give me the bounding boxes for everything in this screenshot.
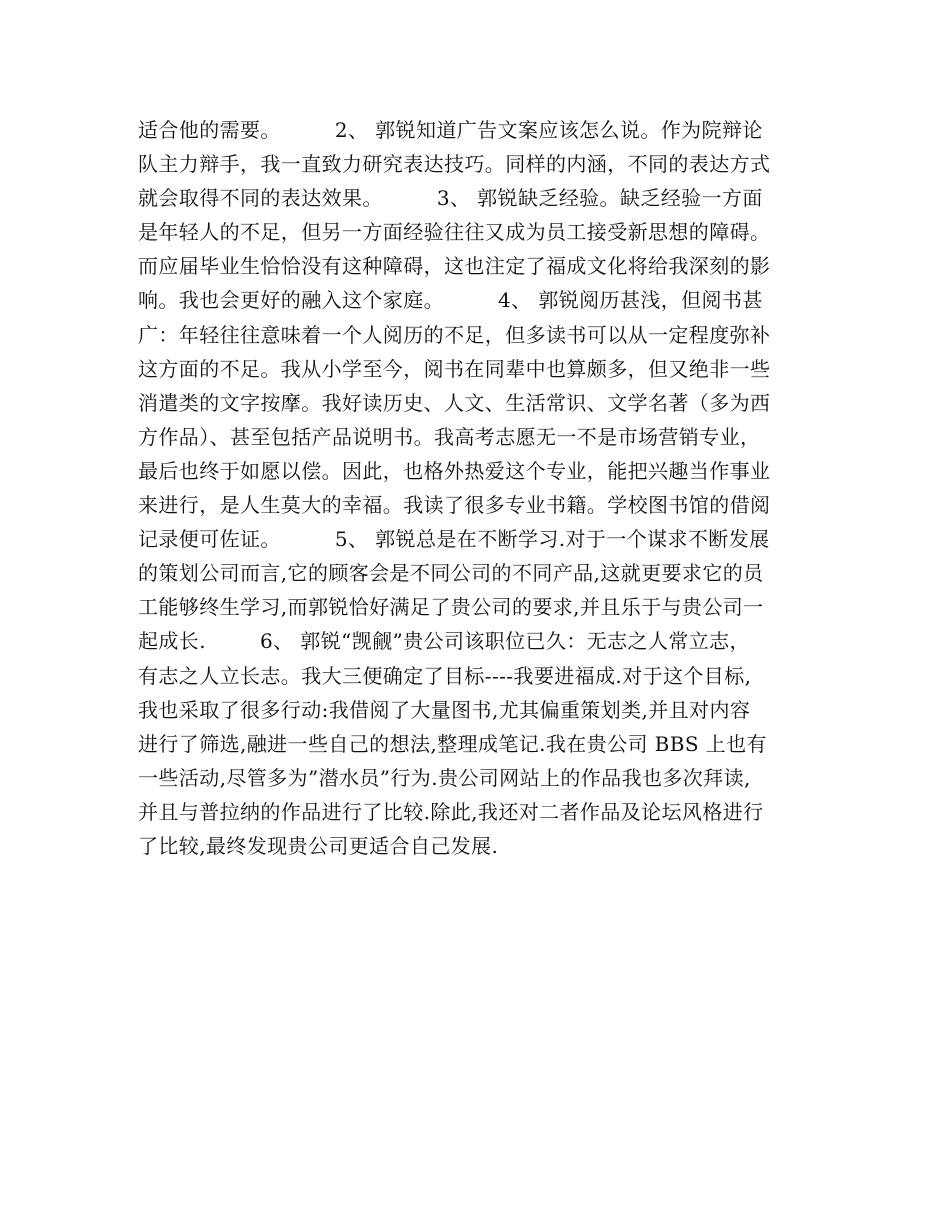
body-text: [138, 113, 818, 863]
text-line: 是年轻人的不足，但另一方面经验往往又成为员工接受新思想的障碍。: [138, 220, 771, 245]
text-line: 工能够终生学习,而郭锐恰好满足了贵公司的要求,并且乐于与贵公司一: [138, 595, 764, 620]
text-line: 广：年轻往往意味着一个人阅历的不足，但多读书可以从一定程度弥补: [138, 322, 771, 347]
text-line: 一些活动,尽管多为”潜水员”行为.贵公司网站上的作品我也多次拜读,: [138, 765, 751, 790]
text-line: 响。我也会更好的融入这个家庭。 4、 郭锐阅历甚浅，但阅书甚: [138, 288, 763, 313]
text-line: 记录便可佐证。 5、 郭锐总是在不断学习.对于一个谋求不断发展: [138, 527, 770, 552]
text-line: 有志之人立长志。我大三便确定了目标----我要进福成.对于这个目标,: [138, 663, 752, 688]
text-line: 我也采取了很多行动:我借阅了大量图书,尤其偏重策划类,并且对内容: [138, 697, 751, 722]
text-line: 起成长. 6、 郭锐“觊觎”贵公司该职位已久：无志之人常立志，: [138, 629, 750, 654]
text-line: 方作品）、甚至包括产品说明书。我高考志愿无一不是市场营销专业，: [138, 424, 761, 449]
text-line: 来进行，是人生莫大的幸福。我读了很多专业书籍。学校图书馆的借阅: [138, 493, 771, 518]
text-line: 这方面的不足。我从小学至今，阅书在同辈中也算颇多，但又绝非一些: [138, 356, 771, 381]
text-line: 就会取得不同的表达效果。 3、 郭锐缺乏经验。缺乏经验一方面: [138, 186, 763, 211]
text-line: 队主力辩手，我一直致力研究表达技巧。同样的内涵，不同的表达方式: [138, 152, 771, 177]
text-line: 消遣类的文字按摩。我好读历史、人文、生活常识、文学名著（多为西: [138, 390, 771, 415]
text-line: 的策划公司而言,它的顾客会是不同公司的不同产品,这就更要求它的员: [138, 561, 764, 586]
text-line: 进行了筛选,融进一些自己的想法,整理成笔记.我在贵公司 BBS 上也有: [138, 731, 767, 756]
text-line: 并且与普拉纳的作品进行了比较.除此,我还对二者作品及论坛风格进行: [138, 799, 764, 824]
text-line: 最后也终于如愿以偿。因此，也格外热爱这个专业，能把兴趣当作事业: [138, 458, 771, 483]
text-line: 了比较,最终发现贵公司更适合自己发展.: [138, 833, 499, 858]
text-line: 适合他的需要。 2、 郭锐知道广告文案应该怎么说。作为院辩论: [138, 118, 763, 142]
text-line: 而应届毕业生恰恰没有这种障碍，这也注定了福成文化将给我深刻的影: [138, 254, 771, 279]
